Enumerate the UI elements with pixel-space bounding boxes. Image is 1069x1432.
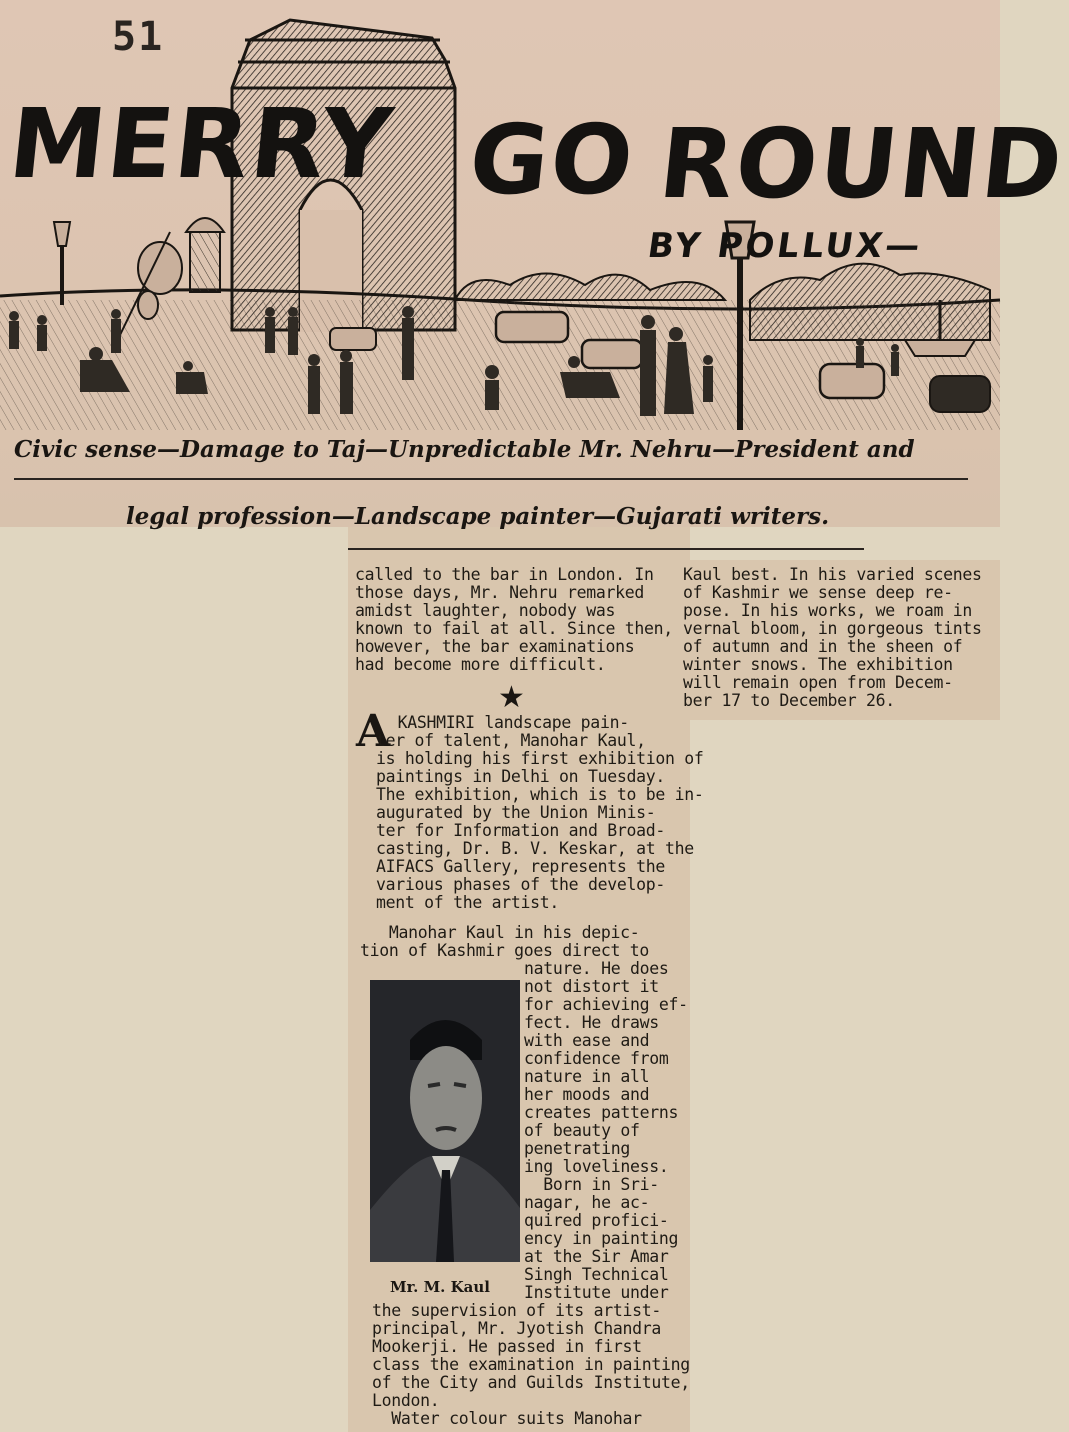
portrait-photo xyxy=(370,980,520,1262)
subhead-rule-top xyxy=(14,478,968,480)
masthead-title-merry: MERRY xyxy=(4,88,400,200)
india-gate-illustration xyxy=(0,0,1000,440)
drop-cap: A xyxy=(356,706,391,757)
portrait-image xyxy=(370,980,520,1262)
paragraph-2-tail: the supervision of its artist- principal, Mr. Jyotish Chandra Mookerji. He passed in first class the examination in painting of the City and Guilds Institute, London. Water colour suits Manohar xyxy=(372,1301,690,1428)
paragraph-1-first-line: KASHMIRI landscape pain- xyxy=(388,713,629,732)
paragraph-1-body: ter of talent, Manohar Kaul, is holding his first exhibition of paintings in Delhi on Tuesday. The exhibition, which is to be in- augurated by the Union Minis- ter for Information and Broad- casting, Dr. B. V. Keskar, at the AIFACS Gallery, represents the various phases of the develop- ment of the artist. xyxy=(376,731,704,912)
subhead-rule-bottom xyxy=(348,548,864,550)
article-column-1-top: called to the bar in London. In those days, Mr. Nehru remarked amidst laughter, nobody was known to fail at all. Since then, however, the bar examinations had become more difficult. xyxy=(355,565,673,674)
byline: BY POLLUX— xyxy=(645,226,926,266)
paragraph-2-wrap-beside-photo: nature. He does not distort it for achieving ef- fect. He draws with ease and confidence from nature in all her moods and creates patterns of beauty of penetrating ing loveliness. Born in Sri- nagar, he ac- quired profici- ency in painting at the Sir Amar Singh Technical Institute under xyxy=(524,959,688,1302)
masthead-title-round: ROUND xyxy=(654,108,1069,220)
page-number: 51 xyxy=(112,14,165,60)
paragraph-2-lead: Manohar Kaul in his depic- tion of Kashmir goes direct to xyxy=(360,923,650,960)
masthead-title-go: GO xyxy=(464,104,641,216)
photo-caption: Mr. M. Kaul xyxy=(390,1278,490,1296)
article-column-2: Kaul best. In his varied scenes of Kashmir we sense deep re- pose. In his works, we roam in vernal bloom, in gorgeous tints of autumn and in the sheen of winter snows. The exhibition will remain open from Decem- ber 17 to December 26. xyxy=(683,565,982,710)
section-separator: ★ xyxy=(498,680,525,715)
subhead-line-1: Civic sense—Damage to Taj—Unpredictable Mr. Nehru—President and xyxy=(14,436,915,463)
subhead-line-2: legal profession—Landscape painter—Gujarati writers. xyxy=(126,503,830,530)
